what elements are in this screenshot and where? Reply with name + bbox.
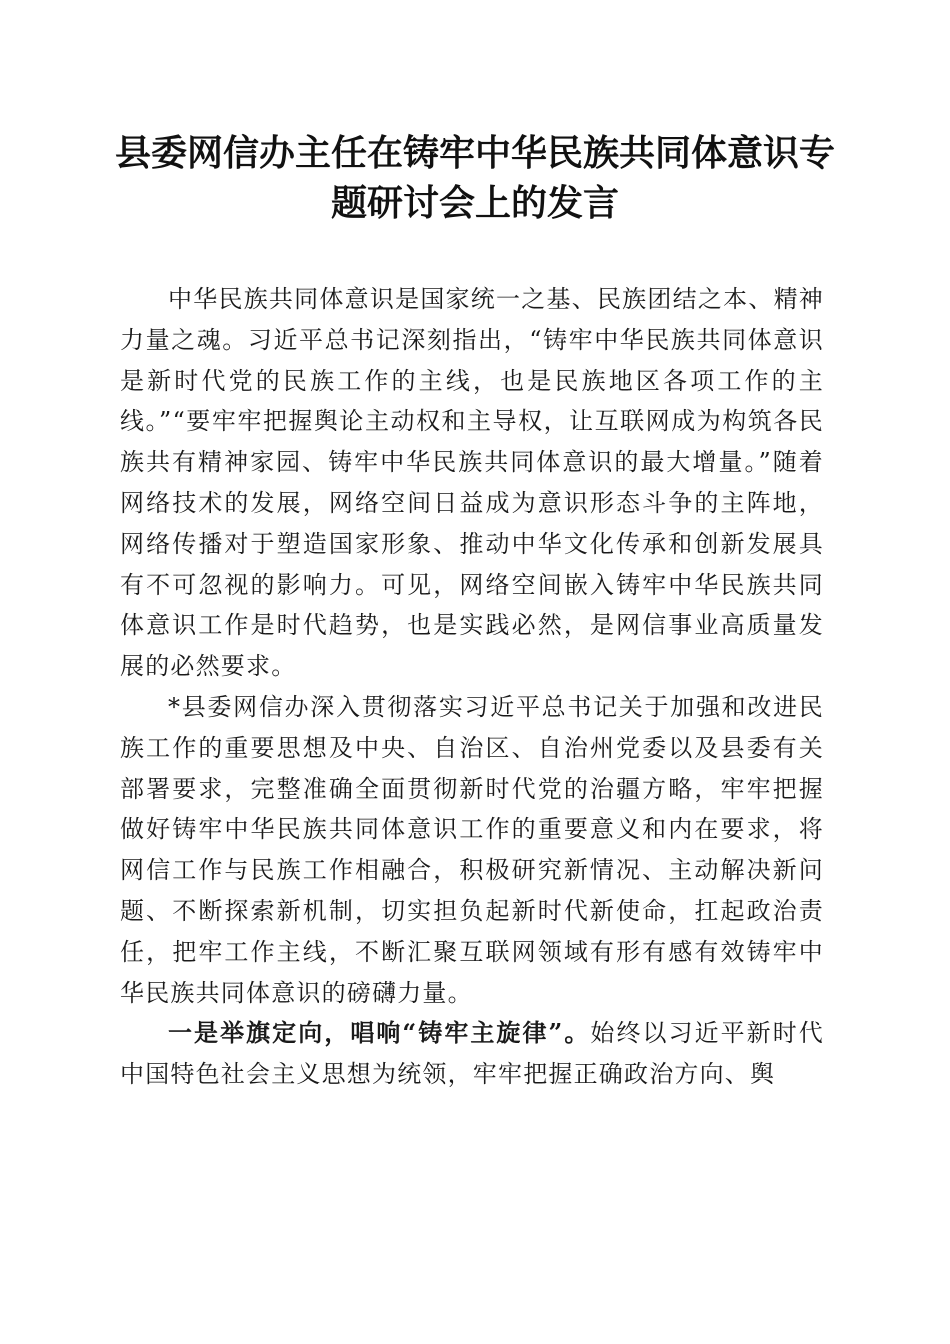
point-one-heading: 一是举旗定向，唱响“铸牢主旋律”。	[168, 1018, 591, 1048]
paragraph-point-one	[120, 1013, 824, 1095]
document-title: 县委网信办主任在铸牢中华民族共同体意识专题研讨会上的发言	[114, 132, 835, 224]
document-body	[120, 279, 824, 1095]
point-one-text: 始终以习近平新时代中国特色社会主义思想为统领，牢牢把握正确政治方向、舆	[120, 1019, 824, 1089]
paragraph-intro: 中华民族共同体意识是国家统一之基、民族团结之本、精神力量之魂。习近平总书记深刻指出，“铸牢中华民族共同体意识是新时代党的民族工作的主线，也是民族地区各项工作的主线。”“要牢牢把握舆论主动权和主导权，让互联网成为构筑各民族共有精神家园、铸牢中华民族共同体意识的最大增量。”随着网络技术的发展，网络空间日益成为意识形态斗争的主阵地，网络传播对于塑造国家形象、推动中华文化传承和创新发展具有不可忽视的影响力。可见，网络空间嵌入铸牢中华民族共同体意识工作是时代趋势，也是实践必然，是网信事业高质量发展的必然要求。	[120, 285, 824, 681]
paragraph-office-work: *县委网信办深入贯彻落实习近平总书记关于加强和改进民族工作的重要思想及中央、自治区、自治州党委以及县委有关部署要求，完整准确全面贯彻新时代党的治疆方略，牢牢把握做好铸牢中华民族共同体意识工作的重要意义和内在要求，将网信工作与民族工作相融合，积极研究新情况、主动解决新问题、不断探索新机制，切实担负起新时代新使命，扛起政治责任，把牢工作主线，不断汇聚互联网领域有形有感有效铸牢中华民族共同体意识的磅礴力量。	[120, 692, 824, 1007]
